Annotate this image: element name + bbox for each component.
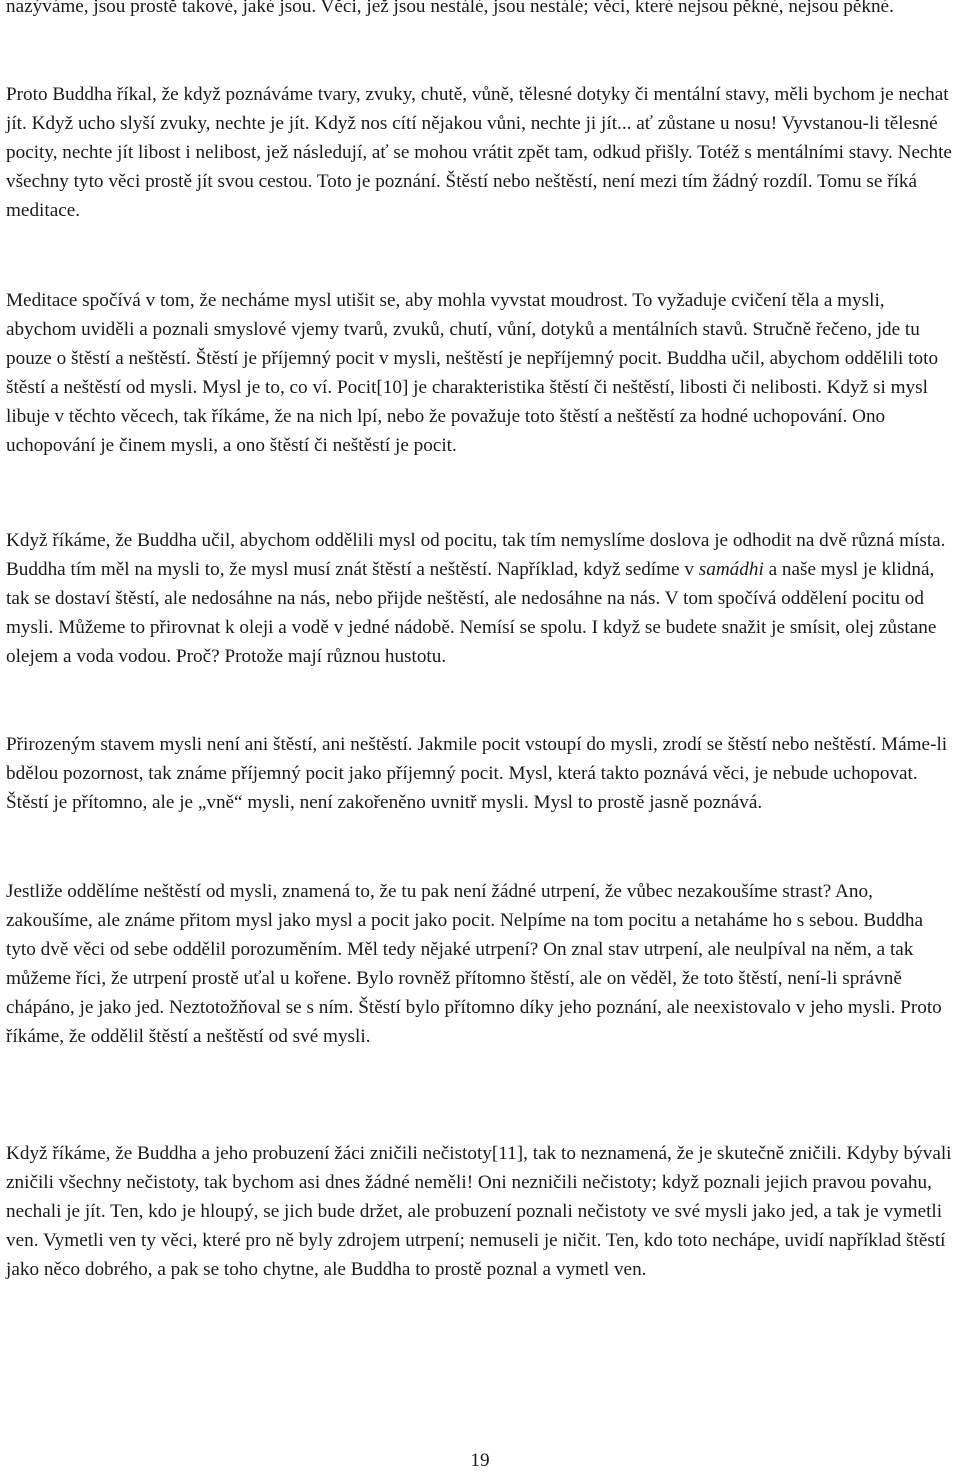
paragraph: Přirozeným stavem mysli není ani štěstí, ani neštěstí. Jakmile pocit vstoupí do mysli, zrodí se štěstí nebo neštěstí. Máme-li bdělou pozornost, tak známe příjemný pocit jako příjemný pocit. Mysl, která takto poznává věci, je nebude uchopovat. Štěstí je přítomno, ale je „vně“ mysli, není zakořeněno uvnitř mysli. Mysl to prostě jasně poznává.	[6, 734, 948, 813]
paragraph	[6, 526, 956, 671]
paragraph: Když říkáme, že Buddha a jeho probuzení žáci zničili nečistoty[11], tak to neznamená, že je skutečně zničili. Kdyby bývali zničili všechny nečistoty, tak bychom asi dnes žádné neměli! Oni nezničili nečistoty; když poznali jejich pravou povahu, nechali je jít. Ten, kdo je hloupý, se jich bude držet, ale probuzení poznali nečistoty ve své mysli jako jed, a tak je vymetli ven. Vymetli ven ty věci, které pro ně byly zdrojem utrpení; nemuseli je ničit. Ten, kdo toto nechápe, uvidí například štěstí jako něco dobrého, a pak se toho chytne, ale Buddha to prostě poznal a vymetl ven.	[6, 1143, 952, 1280]
paragraph-text: Když říkáme, že Buddha učil, abychom oddělili mysl od pocitu, tak tím nemyslíme doslova je odhodit na dvě různá místa. Buddha tím měl na mysli to, že mysl musí znát štěstí a neštěstí. Například, když sedíme v	[6, 530, 946, 580]
paragraph: Jestliže oddělíme neštěstí od mysli, znamená to, že tu pak není žádné utrpení, že vůbec nezakoušíme strast? Ano, zakoušíme, ale známe přitom mysl jako mysl a pocit jako pocit. Nelpíme na tom pocitu a netaháme ho s sebou. Buddha tyto dvě věci od sebe oddělil porozuměním. Měl tedy nějaké utrpení? On znal stav utrpení, ale neulpíval na něm, a tak můžeme říci, že utrpení prostě uťal u kořene. Bylo rovněž přítomno štěstí, ale on věděl, že toto štěstí, není-li správně chápáno, je jako jed. Neztotožňoval se s ním. Štěstí bylo přítomno díky jeho poznání, ale neexistovalo v jeho mysli. Proto říkáme, že oddělil štěstí a neštěstí od své mysli.	[6, 881, 942, 1047]
paragraph: nazýváme, jsou prostě takové, jaké jsou. Věci, jež jsou nestálé, jsou nestálé; věci, které nejsou pěkné, nejsou pěkné.	[6, 0, 894, 17]
paragraph: Meditace spočívá v tom, že necháme mysl utišit se, aby mohla vyvstat moudrost. To vyžaduje cvičení těla a mysli, abychom uviděli a poznali smyslové vjemy tvarů, zvuků, chutí, vůní, dotyků a mentálních stavů. Stručně řečeno, jde tu pouze o štěstí a neštěstí. Štěstí je příjemný pocit v mysli, neštěstí je nepříjemný pocit. Buddha učil, abychom oddělili toto štěstí a neštěstí od mysli. Mysl je to, co ví. Pocit[10] je charakteristika štěstí či neštěstí, libosti či nelibosti. Když si mysl libuje v těchto věcech, tak říkáme, že na nich lpí, nebo že považuje toto štěstí a neštěstí za hodné uchopování. Ono uchopování je činem mysli, a ono štěstí či neštěstí je pocit.	[6, 290, 939, 456]
paragraph: Proto Buddha říkal, že když poznáváme tvary, zvuky, chutě, vůně, tělesné dotyky či mentální stavy, měli bychom je nechat jít. Když ucho slyší zvuky, nechte je jít. Když nos cítí nějakou vůni, nechte ji jít... ať zůstane u nosu! Vyvstanou-li tělesné pocity, nechte jít libost i nelibost, jež následují, ať se mohou vrátit zpět tam, odkud přišly. Totéž s mentálními stavy. Nechte všechny tyto věci prostě jít svou cestou. Toto je poznání. Štěstí nebo neštěstí, není mezi tím žádný rozdíl. Tomu se říká meditace.	[6, 84, 952, 221]
page-number: 19	[470, 1450, 490, 1471]
emphasized-term: samádhi	[698, 559, 764, 580]
paragraph-text: a naše mysl je klidná, tak se dostaví štěstí, ale nedosáhne na nás, nebo přijde neštěstí, ale nedosáhne na nás. V tom spočívá oddělení pocitu od mysli. Můžeme to přirovnat k oleji a vodě v jedné nádobě. Nemísí se spolu. I když se budete snažit je smísit, olej zůstane olejem a voda vodou. Proč? Protože mají různou hustotu.	[6, 559, 937, 667]
document-page	[6, 0, 956, 1473]
